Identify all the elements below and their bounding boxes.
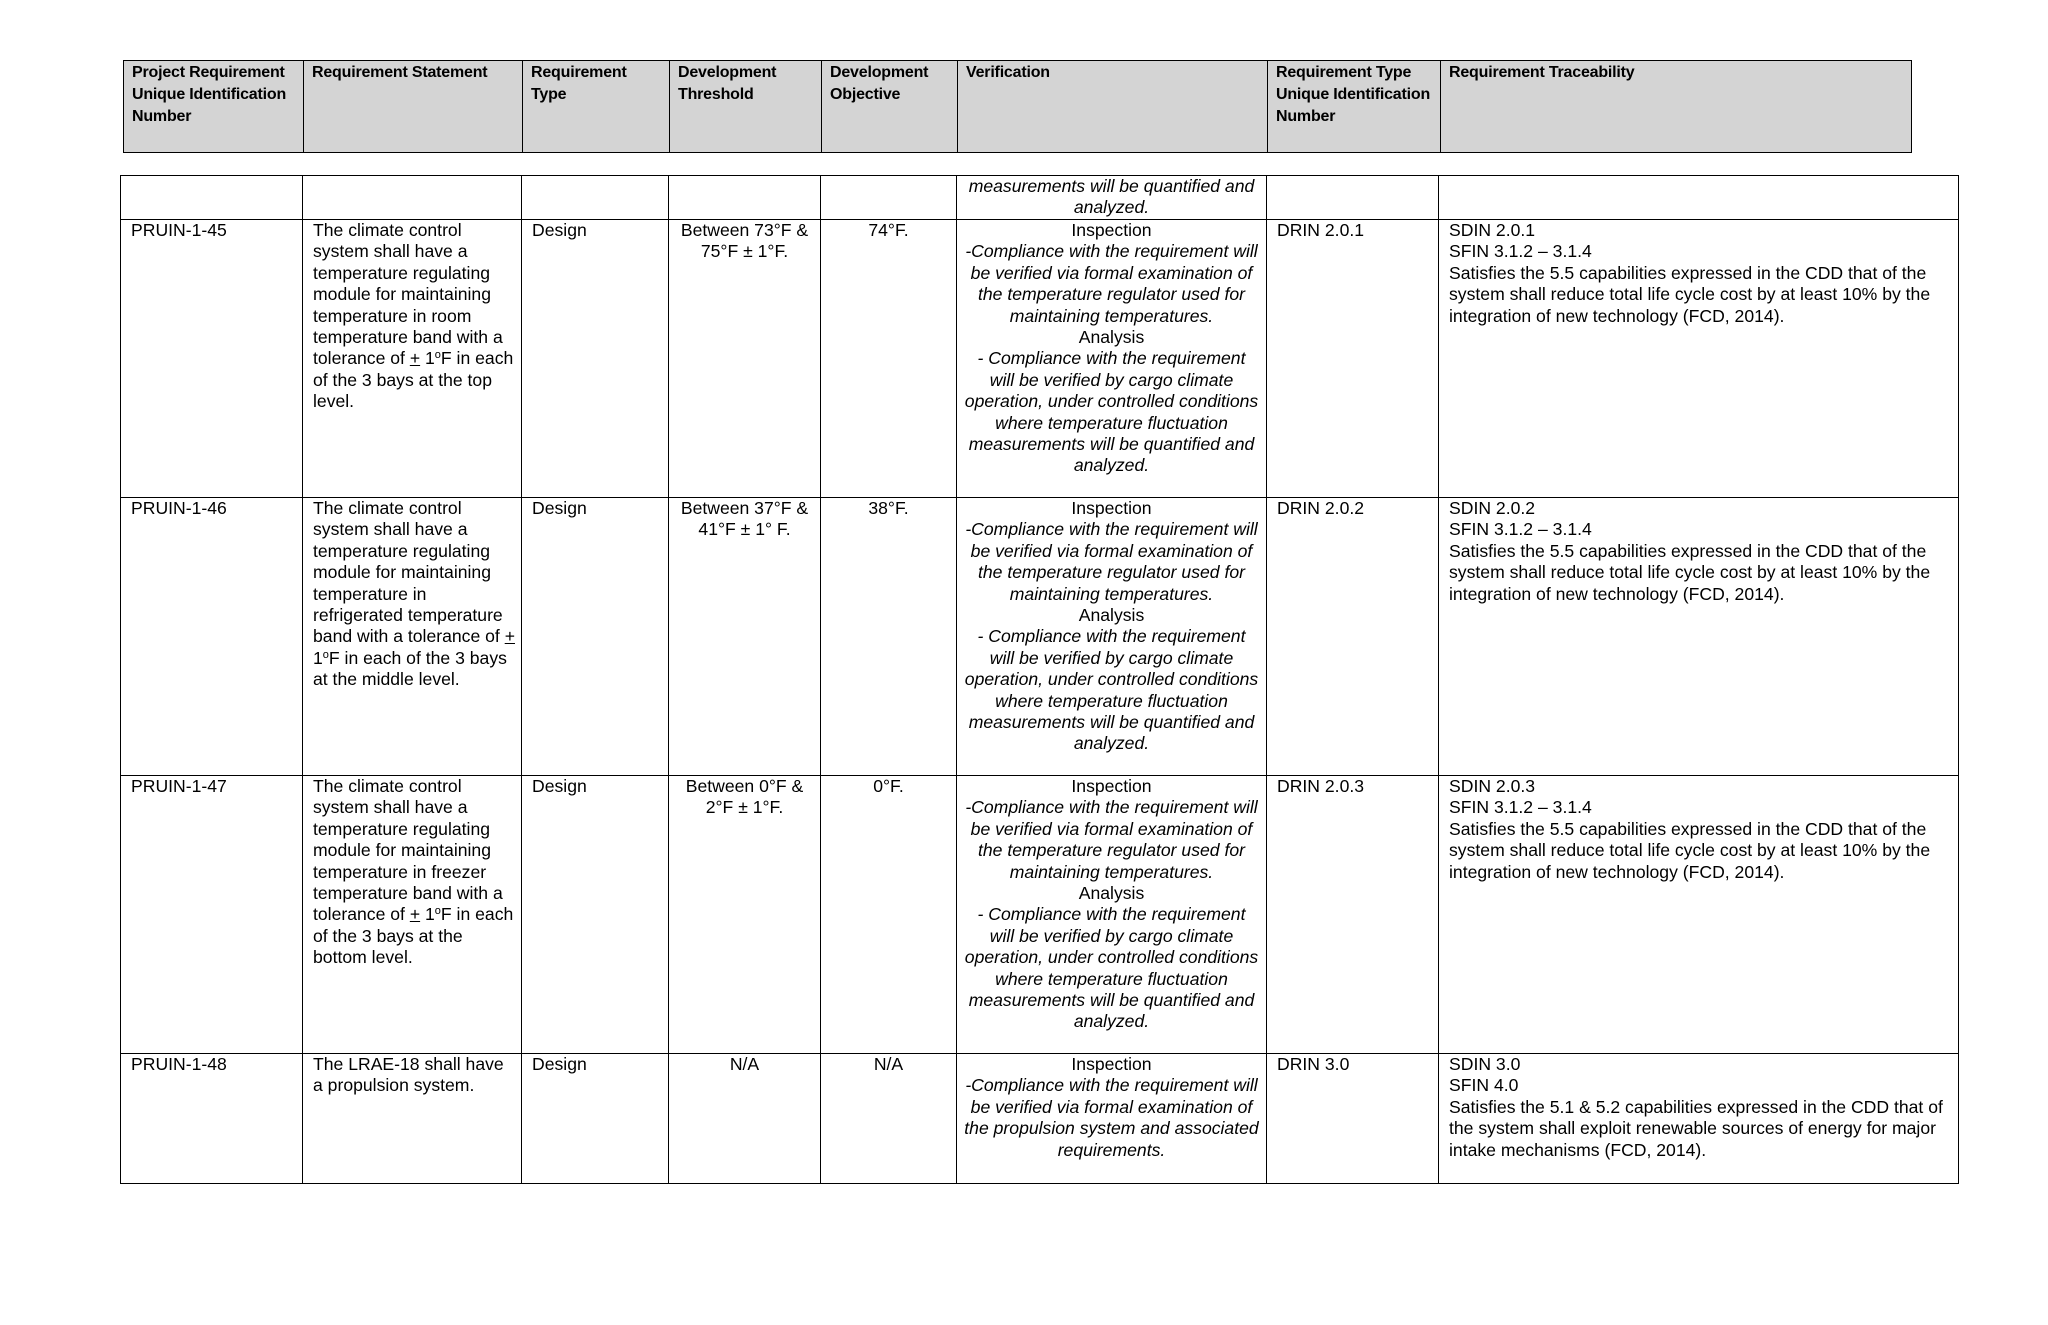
statement-text: The climate control system shall have a temperature regulating module for maintaining temperature in room temperature band with a tolerance of	[313, 220, 503, 369]
cell-threshold: Between 0°F & 2°F ± 1°F.	[669, 776, 821, 1054]
trace-sdin: SDIN 3.0	[1449, 1054, 1521, 1074]
cell-traceability	[1439, 498, 1959, 776]
plus-minus-symbol: +	[409, 904, 421, 925]
table-row	[121, 220, 1959, 498]
trace-sfin: SFIN 3.1.2 – 3.1.4	[1449, 797, 1592, 818]
cell-objective: 74°F.	[821, 220, 957, 498]
trace-description: Satisfies the 5.5 capabilities expressed in the CDD that of the system shall reduce total life cycle cost by at least 10% by the integration of new technology (FCD, 2014).	[1449, 540, 1931, 604]
plus-minus-symbol: +	[409, 348, 421, 369]
verification-inspection-label: Inspection	[1071, 498, 1152, 518]
verification-inspection-label: Inspection	[1071, 1054, 1152, 1074]
statement-text: The climate control system shall have a temperature regulating module for maintaining temperature in freezer temperature band with a tolerance of	[313, 776, 503, 925]
cell-rtuin: DRIN 2.0.3	[1267, 776, 1439, 1054]
cell-verification	[957, 776, 1267, 1054]
cell-type	[522, 176, 669, 220]
verification-inspection-text: -Compliance with the requirement will be verified via formal examination of the temperature regulator used for maintaining temperatures.	[965, 519, 1258, 604]
cell-type: Design	[522, 776, 669, 1054]
verification-inspection-label: Inspection	[1071, 776, 1152, 796]
header-row	[124, 61, 1912, 153]
verification-analysis-text: - Compliance with the requirement will be verified by cargo climate operation, under controlled conditions where temperature fluctuation measurements will be quantified and analyzed.	[964, 348, 1259, 476]
header-threshold: Development Threshold	[670, 61, 822, 153]
cell-pruin: PRUIN-1-45	[121, 220, 303, 498]
plus-minus-symbol: +	[504, 626, 515, 647]
requirements-header-table	[123, 60, 1912, 153]
cell-statement	[303, 176, 522, 220]
cell-rtuin: DRIN 2.0.2	[1267, 498, 1439, 776]
cell-type: Design	[522, 1054, 669, 1184]
cell-rtuin: DRIN 3.0	[1267, 1054, 1439, 1184]
header-traceability: Requirement Traceability	[1441, 61, 1912, 153]
table-row	[121, 776, 1959, 1054]
header-objective: Development Objective	[822, 61, 958, 153]
continuation-row	[121, 176, 1959, 220]
cell-objective	[821, 176, 957, 220]
verification-inspection-text: -Compliance with the requirement will be verified via formal examination of the propulsion system and associated requirements.	[964, 1075, 1259, 1160]
cell-traceability	[1439, 220, 1959, 498]
trace-description: Satisfies the 5.5 capabilities expressed in the CDD that of the system shall reduce total life cycle cost by at least 10% by the integration of new technology (FCD, 2014).	[1449, 818, 1931, 882]
cell-traceability	[1439, 776, 1959, 1054]
trace-sfin: SFIN 4.0	[1449, 1075, 1519, 1096]
verification-analysis-label: Analysis	[1078, 883, 1145, 904]
trace-description: Satisfies the 5.5 capabilities expressed in the CDD that of the system shall reduce total life cycle cost by at least 10% by the integration of new technology (FCD, 2014).	[1449, 262, 1931, 326]
cell-threshold	[669, 176, 821, 220]
verification-analysis-label: Analysis	[1078, 327, 1145, 348]
trace-sdin: SDIN 2.0.3	[1449, 776, 1536, 796]
cell-verification	[957, 1054, 1267, 1184]
table-row	[121, 1054, 1959, 1184]
verification-analysis-text: - Compliance with the requirement will be verified by cargo climate operation, under controlled conditions where temperature fluctuation measurements will be quantified and analyzed.	[964, 904, 1259, 1032]
cell-statement	[303, 498, 522, 776]
cell-pruin	[121, 176, 303, 220]
degree-symbol: o	[322, 648, 329, 661]
header-pruin: Project Requirement Unique Identification Number	[124, 61, 304, 153]
cell-objective: 0°F.	[821, 776, 957, 1054]
cell-type: Design	[522, 220, 669, 498]
cell-objective: 38°F.	[821, 498, 957, 776]
cell-rtuin	[1267, 176, 1439, 220]
verification-inspection-text: -Compliance with the requirement will be verified via formal examination of the temperature regulator used for maintaining temperatures.	[965, 797, 1258, 882]
cell-statement	[303, 220, 522, 498]
cell-verification: measurements will be quantified and analyzed.	[957, 176, 1267, 220]
header-verification: Verification	[958, 61, 1268, 153]
verification-inspection-text: -Compliance with the requirement will be verified via formal examination of the temperature regulator used for maintaining temperatures.	[965, 241, 1258, 326]
cell-rtuin: DRIN 2.0.1	[1267, 220, 1439, 498]
tolerance-value: 1	[420, 348, 435, 369]
header-statement: Requirement Statement	[304, 61, 523, 153]
cell-statement: The LRAE-18 shall have a propulsion system.	[303, 1054, 522, 1184]
statement-text-end: F in each of the 3 bays at the bottom level.	[313, 904, 514, 968]
cell-threshold: N/A	[669, 1054, 821, 1184]
trace-sfin: SFIN 3.1.2 – 3.1.4	[1449, 519, 1592, 540]
cell-pruin: PRUIN-1-48	[121, 1054, 303, 1184]
tolerance-value: 1	[313, 647, 323, 668]
verification-analysis-text: - Compliance with the requirement will be verified by cargo climate operation, under controlled conditions where temperature fluctuation measurements will be quantified and analyzed.	[964, 626, 1259, 754]
cell-verification	[957, 220, 1267, 498]
cell-threshold: Between 73°F & 75°F ± 1°F.	[669, 220, 821, 498]
cell-verification	[957, 498, 1267, 776]
degree-symbol: o	[434, 905, 441, 918]
cell-pruin: PRUIN-1-47	[121, 776, 303, 1054]
cell-statement	[303, 776, 522, 1054]
cell-traceability	[1439, 1054, 1959, 1184]
statement-text-end: F in each of the 3 bays at the middle level.	[313, 647, 507, 690]
verification-inspection-label: Inspection	[1071, 220, 1152, 240]
trace-sdin: SDIN 2.0.1	[1449, 220, 1536, 240]
cell-traceability	[1439, 176, 1959, 220]
header-rtuin: Requirement Type Unique Identification Number	[1268, 61, 1441, 153]
trace-sfin: SFIN 3.1.2 – 3.1.4	[1449, 241, 1592, 262]
degree-symbol: o	[434, 349, 441, 362]
cell-threshold: Between 37°F & 41°F ± 1° F.	[669, 498, 821, 776]
tolerance-value: 1	[420, 904, 435, 925]
trace-sdin: SDIN 2.0.2	[1449, 498, 1536, 518]
statement-text: The climate control system shall have a temperature regulating module for maintaining temperature in refrigerated temperature band with a tolerance of	[313, 498, 505, 647]
header-type: Requirement Type	[523, 61, 670, 153]
verification-analysis-label: Analysis	[1078, 605, 1145, 626]
requirements-body-table	[120, 175, 1959, 1184]
cell-type: Design	[522, 498, 669, 776]
table-row	[121, 498, 1959, 776]
cell-pruin: PRUIN-1-46	[121, 498, 303, 776]
cell-objective: N/A	[821, 1054, 957, 1184]
trace-description: Satisfies the 5.1 & 5.2 capabilities expressed in the CDD that of the system shall exploit renewable sources of energy for major intake mechanisms (FCD, 2014).	[1449, 1096, 1943, 1160]
statement-text-end: F in each of the 3 bays at the top level.	[313, 348, 514, 412]
